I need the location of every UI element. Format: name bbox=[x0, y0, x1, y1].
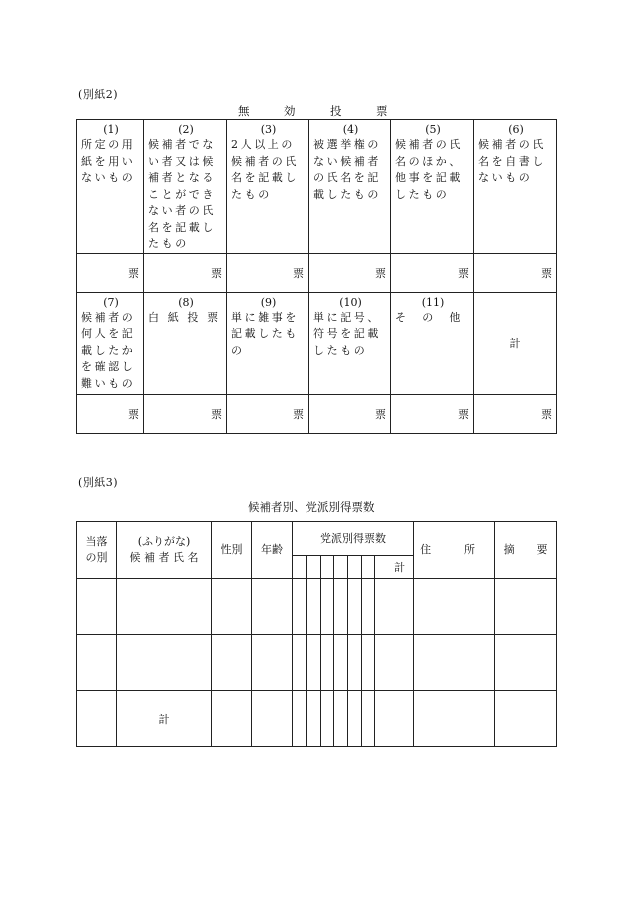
header-candidate-name: 候 補 者 氏 名 bbox=[129, 551, 199, 564]
party-col bbox=[307, 556, 321, 579]
header-tobetsu-label: 当落の別 bbox=[85, 535, 108, 564]
vote-count-cell: 票 bbox=[474, 394, 557, 433]
category-cell-8 bbox=[144, 292, 227, 394]
vote-count-cell: 票 bbox=[227, 253, 309, 292]
category-cell-1 bbox=[77, 120, 144, 254]
vote-count-cell: 票 bbox=[391, 394, 474, 433]
category-text: 白 紙 投 票 bbox=[148, 310, 221, 324]
party-col bbox=[321, 556, 334, 579]
annex2-label: (別紙2) bbox=[78, 88, 119, 101]
header-address: 住 所 bbox=[414, 522, 495, 579]
category-number: (7) bbox=[103, 295, 119, 309]
category-cell-2 bbox=[144, 120, 227, 254]
category-number: (4) bbox=[342, 123, 359, 136]
vote-count-cell: 票 bbox=[77, 253, 144, 292]
vote-count-cell: 票 bbox=[391, 253, 474, 292]
category-cell-6 bbox=[474, 120, 557, 254]
category-number: (5) bbox=[425, 123, 441, 136]
total-label: 計 bbox=[117, 691, 212, 747]
category-text: 候補者の氏名のほか、他事を記載したもの bbox=[395, 138, 463, 201]
category-number: (2) bbox=[178, 123, 194, 136]
category-cell-10 bbox=[309, 292, 391, 394]
header-age: 年齢 bbox=[252, 522, 293, 579]
category-text: そ の 他 bbox=[395, 310, 463, 324]
annex3-label: (別紙3) bbox=[78, 476, 119, 489]
header-sex: 性別 bbox=[212, 522, 252, 579]
vote-count-cell: 票 bbox=[227, 394, 309, 433]
category-text: 単に雑事を記載したもの bbox=[231, 310, 299, 357]
category-cell-11 bbox=[391, 292, 474, 394]
category-row-2 bbox=[77, 292, 557, 394]
table-row bbox=[77, 579, 557, 635]
category-text: 所定の用紙を用いないもの bbox=[81, 138, 136, 184]
category-cell-7 bbox=[77, 292, 144, 394]
category-text: 候補者の何人を記載したかを確認し難いもの bbox=[81, 310, 136, 390]
votes-by-candidate-title: 候補者別、党派別得票数 bbox=[248, 500, 375, 514]
category-number: (3) bbox=[260, 123, 277, 136]
category-row-1 bbox=[77, 120, 557, 254]
category-cell-4 bbox=[309, 120, 391, 254]
category-number: (10) bbox=[339, 295, 362, 309]
table-row bbox=[77, 635, 557, 691]
vote-count-row-2 bbox=[77, 394, 557, 433]
vote-count-cell: 票 bbox=[77, 394, 144, 433]
party-col bbox=[348, 556, 362, 579]
party-col bbox=[362, 556, 375, 579]
category-cell-5 bbox=[391, 120, 474, 254]
vote-count-cell: 票 bbox=[144, 253, 227, 292]
header-row bbox=[77, 522, 557, 556]
header-remarks: 摘 要 bbox=[495, 522, 557, 579]
category-text: 2人以上の候補者の氏名を記載したもの bbox=[231, 138, 299, 201]
category-text: 候補者でない者又は候補者となることができない者の氏名を記載したもの bbox=[148, 138, 216, 250]
category-cell-3 bbox=[227, 120, 309, 254]
category-number: (6) bbox=[508, 123, 524, 136]
votes-by-candidate-table bbox=[76, 521, 557, 747]
category-cell-9 bbox=[227, 292, 309, 394]
header-party-votes: 党派別得票数 bbox=[293, 522, 414, 556]
category-number: (9) bbox=[260, 295, 277, 309]
vote-count-cell: 票 bbox=[309, 253, 391, 292]
category-number: (8) bbox=[178, 295, 194, 309]
category-text: 候補者の氏名を自書しないもの bbox=[478, 138, 546, 184]
vote-count-row-1 bbox=[77, 253, 557, 292]
vote-count-cell: 票 bbox=[309, 394, 391, 433]
vote-count-cell: 票 bbox=[144, 394, 227, 433]
category-text: 被選挙権のない候補者の氏名を記載したもの bbox=[313, 138, 381, 201]
invalid-votes-table bbox=[76, 119, 557, 434]
header-furigana: (ふりがな) bbox=[137, 535, 191, 548]
category-number: (11) bbox=[421, 295, 445, 309]
party-col bbox=[293, 556, 307, 579]
header-name bbox=[117, 522, 212, 579]
vote-count-cell: 票 bbox=[474, 253, 557, 292]
category-text: 単に記号、符号を記載したもの bbox=[313, 310, 381, 357]
total-label: 計 bbox=[474, 292, 557, 394]
category-number: (1) bbox=[103, 123, 119, 136]
total-row bbox=[77, 691, 557, 747]
invalid-votes-title: 無 効 投 票 bbox=[238, 104, 388, 118]
party-total-header: 計 bbox=[375, 556, 414, 579]
party-col bbox=[334, 556, 348, 579]
header-tobetsu bbox=[77, 522, 117, 579]
